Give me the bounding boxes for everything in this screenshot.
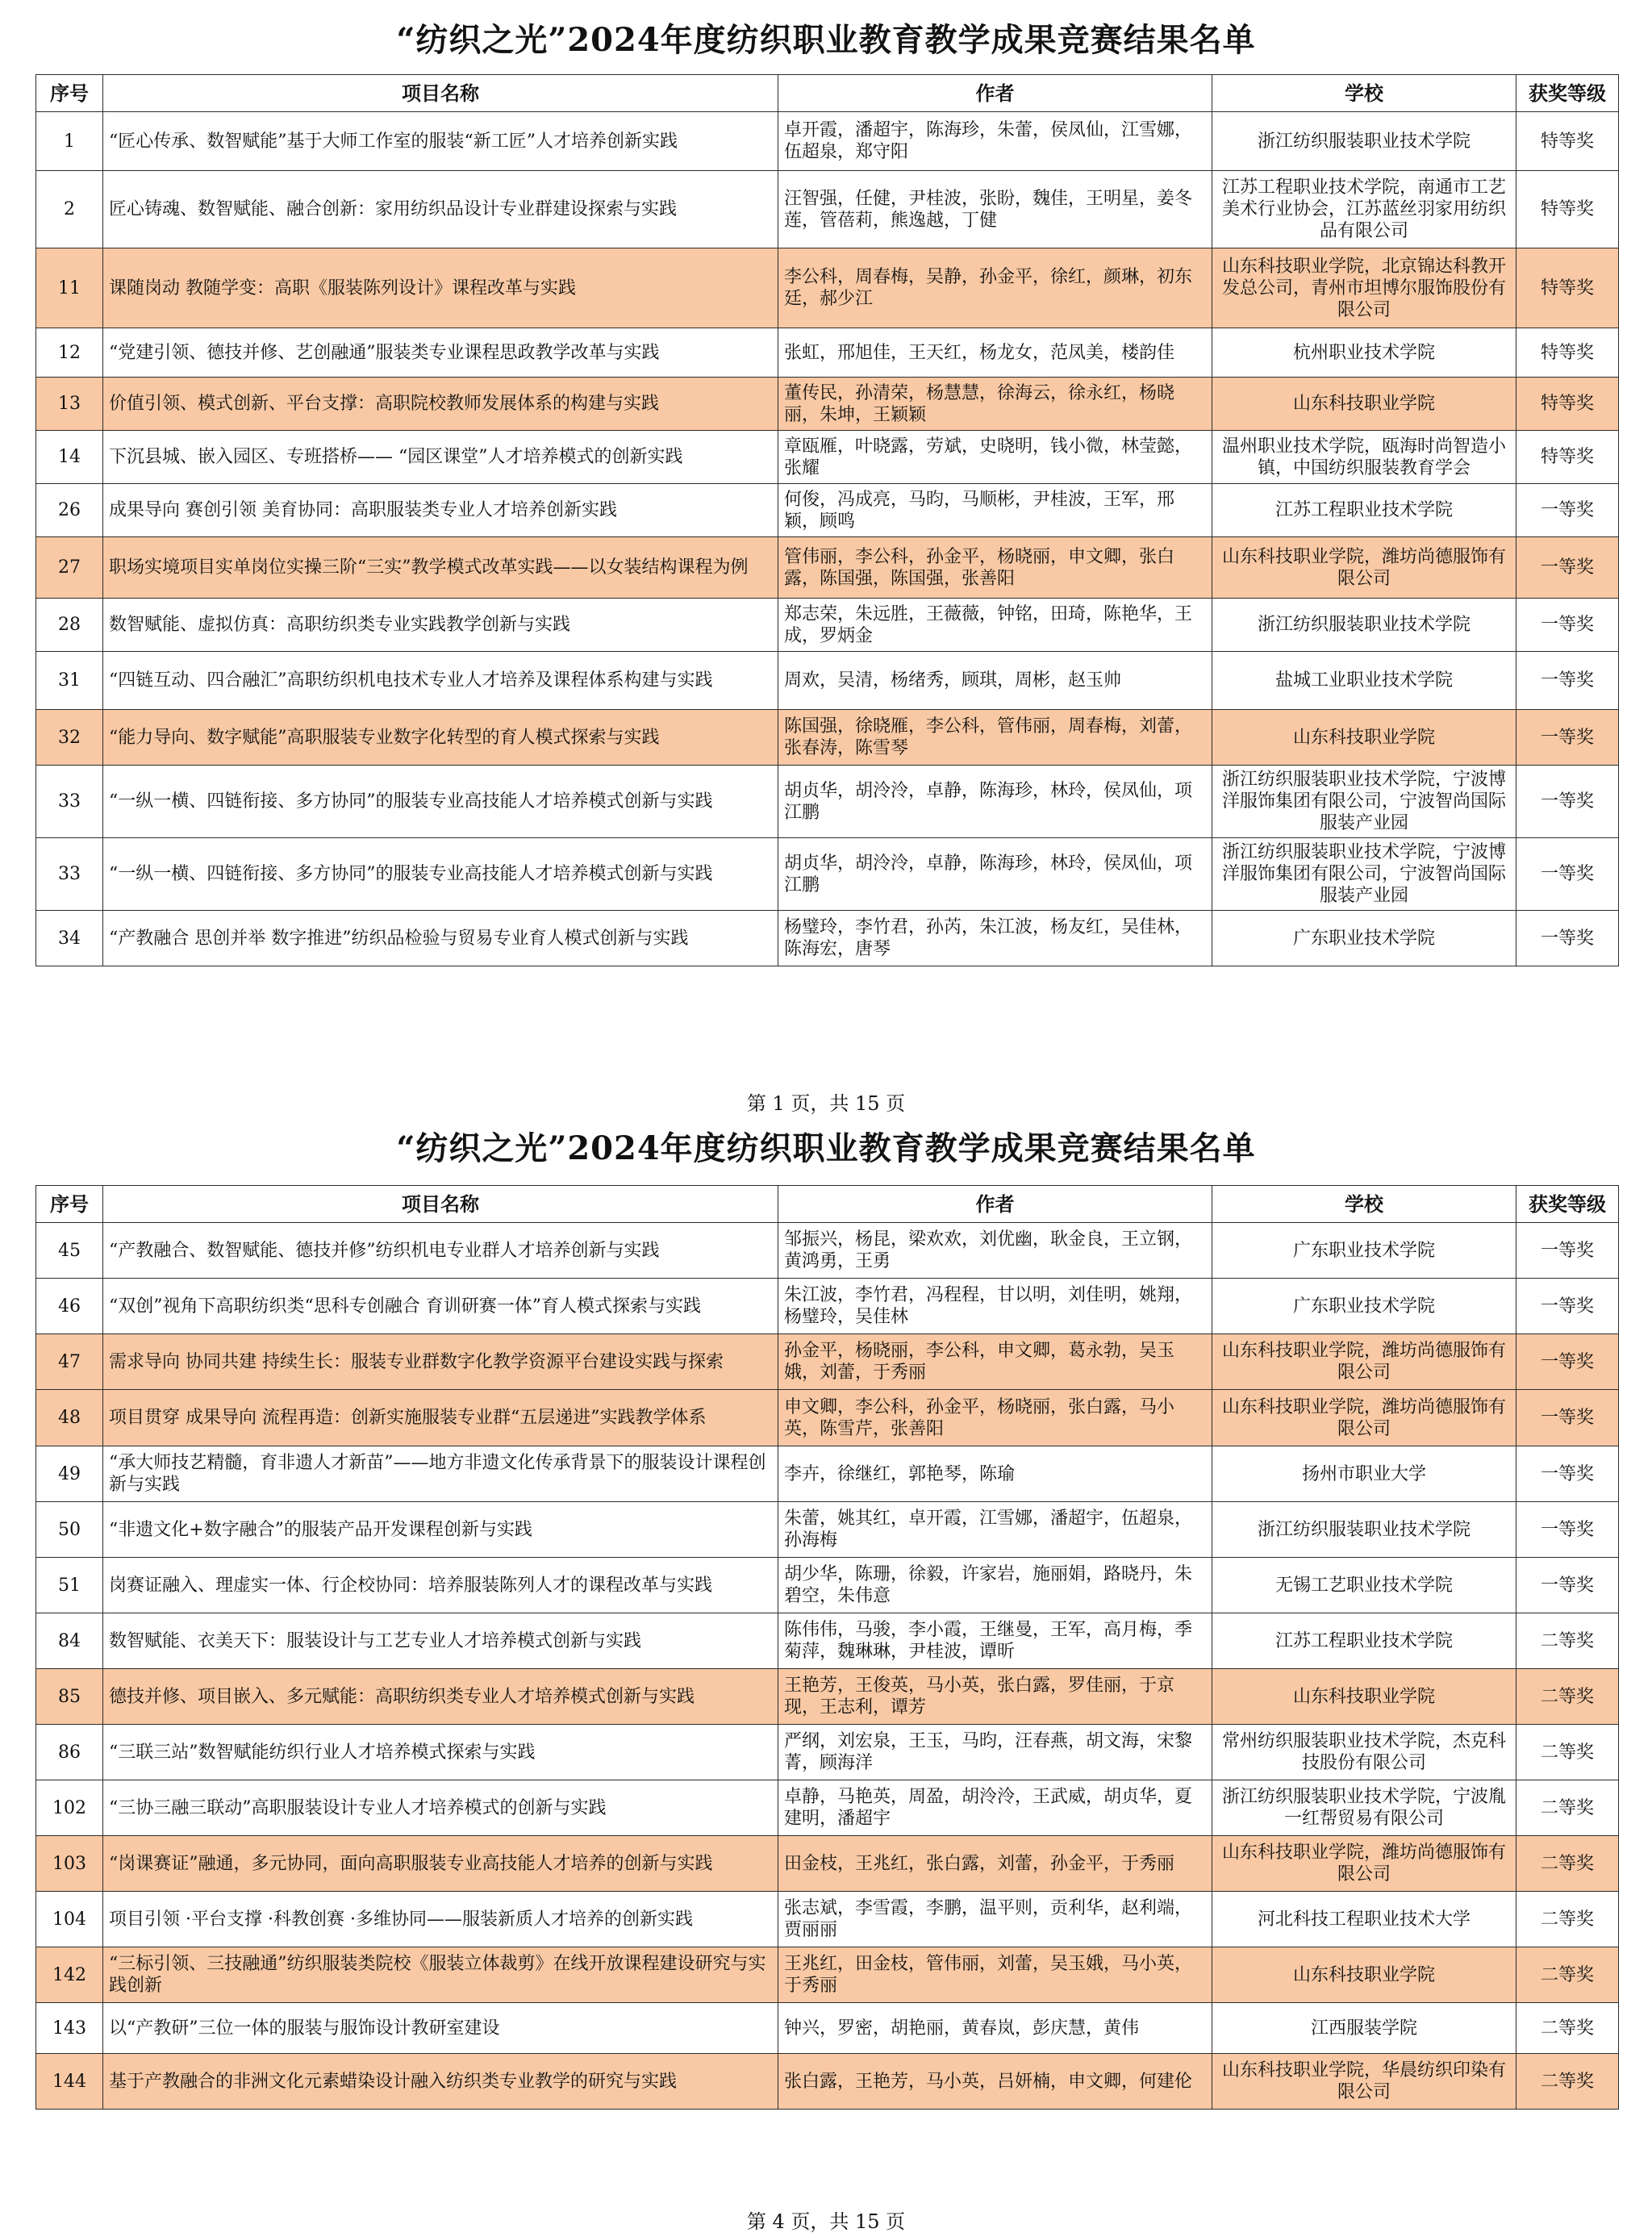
col-header-school: 学校 bbox=[1212, 1186, 1516, 1223]
project-name: 成果导向 赛创引领 美育协同：高职服装类专业人才培养创新实践 bbox=[103, 484, 778, 537]
table-row bbox=[36, 537, 1619, 599]
award-level: 一等奖 bbox=[1516, 1502, 1619, 1558]
table-body bbox=[36, 112, 1619, 966]
award-level: 特等奖 bbox=[1516, 431, 1619, 484]
col-header-award: 获奖等级 bbox=[1516, 75, 1619, 112]
school-name: 浙江纺织服装职业技术学院，宁波胤一红帮贸易有限公司 bbox=[1212, 1780, 1516, 1836]
table-body bbox=[36, 1223, 1619, 2110]
award-level: 特等奖 bbox=[1516, 112, 1619, 171]
project-name: 需求导向 协同共建 持续生长：服装专业群数字化教学资源平台建设实践与探索 bbox=[103, 1334, 778, 1390]
project-name: 数智赋能、虚拟仿真：高职纺织类专业实践教学创新与实践 bbox=[103, 599, 778, 652]
author-list: 李公科，周春梅，吴静，孙金平，徐红，颜琳，初东廷，郝少江 bbox=[778, 248, 1212, 328]
row-number: 28 bbox=[36, 599, 103, 652]
row-number: 144 bbox=[36, 2054, 103, 2110]
author-list: 胡少华，陈珊，徐毅，许家岩，施丽娟，路晓丹，朱碧空，朱伟意 bbox=[778, 1558, 1212, 1613]
award-level: 特等奖 bbox=[1516, 171, 1619, 248]
project-name: 德技并修、项目嵌入、多元赋能：高职纺织类专业人才培养模式创新与实践 bbox=[103, 1669, 778, 1725]
row-number: 14 bbox=[36, 431, 103, 484]
author-list: 朱蕾，姚其红，卓开霞，江雪娜，潘超宇，伍超泉，孙海梅 bbox=[778, 1502, 1212, 1558]
row-number: 1 bbox=[36, 112, 103, 171]
award-level: 二等奖 bbox=[1516, 1780, 1619, 1836]
author-list: 张白露，王艳芳，马小英，吕妍楠，申文卿，何建伦 bbox=[778, 2054, 1212, 2110]
table-row bbox=[36, 328, 1619, 378]
project-name: 以“产教研”三位一体的服装与服饰设计教研室建设 bbox=[103, 2003, 778, 2054]
author-list: 王艳芳，王俊英，马小英，张白露，罗佳丽，于京现，王志利，谭芳 bbox=[778, 1669, 1212, 1725]
page-title: “纺织之光”2024年度纺织职业教育教学成果竞赛结果名单 bbox=[396, 1129, 1256, 1167]
award-level: 一等奖 bbox=[1516, 1390, 1619, 1446]
table-row bbox=[36, 1334, 1619, 1390]
project-name: “四链互动、四合融汇”高职纺织机电技术专业人才培养及课程体系构建与实践 bbox=[103, 652, 778, 710]
award-level: 一等奖 bbox=[1516, 911, 1619, 966]
project-name: 下沉县城、嵌入园区、专班搭桥—— “园区课堂”人才培养模式的创新实践 bbox=[103, 431, 778, 484]
project-name: “承大师技艺精髓，育非遗人才新苗”——地方非遗文化传承背景下的服装设计课程创新与实践 bbox=[103, 1446, 778, 1502]
table-row bbox=[36, 1279, 1619, 1334]
table-row bbox=[36, 652, 1619, 710]
table-row bbox=[36, 838, 1619, 911]
author-list: 李卉，徐继红，郭艳琴，陈瑜 bbox=[778, 1446, 1212, 1502]
award-level: 二等奖 bbox=[1516, 1613, 1619, 1669]
row-number: 84 bbox=[36, 1613, 103, 1669]
row-number: 26 bbox=[36, 484, 103, 537]
row-number: 34 bbox=[36, 911, 103, 966]
school-name: 山东科技职业学院，北京锦达科教开发总公司，青州市坦博尔服饰股份有限公司 bbox=[1212, 248, 1516, 328]
award-level: 二等奖 bbox=[1516, 1725, 1619, 1780]
table-row bbox=[36, 1558, 1619, 1613]
page-footer: 第 1 页，共 15 页 bbox=[746, 1092, 906, 1115]
table-row bbox=[36, 1223, 1619, 1279]
school-name: 杭州职业技术学院 bbox=[1212, 328, 1516, 378]
row-number: 143 bbox=[36, 2003, 103, 2054]
project-name: “能力导向、数字赋能”高职服装专业数字化转型的育人模式探索与实践 bbox=[103, 710, 778, 766]
row-number: 50 bbox=[36, 1502, 103, 1558]
award-level: 二等奖 bbox=[1516, 1947, 1619, 2003]
award-level: 一等奖 bbox=[1516, 1446, 1619, 1502]
table-row bbox=[36, 378, 1619, 431]
row-number: 45 bbox=[36, 1223, 103, 1279]
author-list: 汪智强，任健，尹桂波，张盼，魏佳，王明星，姜冬莲，管蓓莉，熊逸越，丁健 bbox=[778, 171, 1212, 248]
school-name: 江苏工程职业技术学院 bbox=[1212, 484, 1516, 537]
author-list: 陈国强，徐晓雁，李公科，管伟丽，周春梅，刘蕾，张春涛，陈雪琴 bbox=[778, 710, 1212, 766]
award-level: 二等奖 bbox=[1516, 2003, 1619, 2054]
school-name: 常州纺织服装职业技术学院，杰克科技股份有限公司 bbox=[1212, 1725, 1516, 1780]
school-name: 山东科技职业学院 bbox=[1212, 378, 1516, 431]
school-name: 山东科技职业学院，潍坊尚德服饰有限公司 bbox=[1212, 1836, 1516, 1892]
table-row bbox=[36, 248, 1619, 328]
school-name: 江苏工程职业技术学院 bbox=[1212, 1613, 1516, 1669]
award-level: 一等奖 bbox=[1516, 1558, 1619, 1613]
school-name: 扬州市职业大学 bbox=[1212, 1446, 1516, 1502]
project-name: “党建引领、德技并修、艺创融通”服装类专业课程思政教学改革与实践 bbox=[103, 328, 778, 378]
table-row bbox=[36, 1502, 1619, 1558]
award-level: 一等奖 bbox=[1516, 652, 1619, 710]
col-header-author: 作者 bbox=[778, 75, 1212, 112]
author-list: 张志斌，李雪霞，李鹏，温平则，贡利华，赵利端，贾丽丽 bbox=[778, 1892, 1212, 1947]
author-list: 田金枝，王兆红，张白露，刘蕾，孙金平，于秀丽 bbox=[778, 1836, 1212, 1892]
row-number: 46 bbox=[36, 1279, 103, 1334]
author-list: 章瓯雁，叶晓露，劳斌，史晓明，钱小微，林莹懿，张耀 bbox=[778, 431, 1212, 484]
school-name: 江西服装学院 bbox=[1212, 2003, 1516, 2054]
award-level: 一等奖 bbox=[1516, 838, 1619, 911]
award-level: 二等奖 bbox=[1516, 2054, 1619, 2110]
row-number: 85 bbox=[36, 1669, 103, 1725]
author-list: 朱江波，李竹君，冯程程，甘以明，刘佳明，姚翔，杨璧玲，吴佳林 bbox=[778, 1279, 1212, 1334]
author-list: 胡贞华，胡泠泠，卓静，陈海珍，林玲，侯凤仙，项江鹏 bbox=[778, 766, 1212, 838]
award-level: 特等奖 bbox=[1516, 378, 1619, 431]
project-name: 匠心铸魂、数智赋能、融合创新：家用纺织品设计专业群建设探索与实践 bbox=[103, 171, 778, 248]
award-level: 一等奖 bbox=[1516, 1334, 1619, 1390]
school-name: 江苏工程职业技术学院，南通市工艺美术行业协会，江苏蓝丝羽家用纺织品有限公司 bbox=[1212, 171, 1516, 248]
school-name: 盐城工业职业技术学院 bbox=[1212, 652, 1516, 710]
project-name: “非遗文化+数字融合”的服装产品开发课程创新与实践 bbox=[103, 1502, 778, 1558]
row-number: 13 bbox=[36, 378, 103, 431]
table-row bbox=[36, 1780, 1619, 1836]
row-number: 32 bbox=[36, 710, 103, 766]
row-number: 48 bbox=[36, 1390, 103, 1446]
author-list: 严纲，刘宏泉，王玉，马昀，汪春燕，胡文海，宋黎菁，顾海洋 bbox=[778, 1725, 1212, 1780]
table-row bbox=[36, 1613, 1619, 1669]
page-title: “纺织之光”2024年度纺织职业教育教学成果竞赛结果名单 bbox=[396, 21, 1256, 59]
school-name: 浙江纺织服装职业技术学院 bbox=[1212, 1502, 1516, 1558]
award-level: 一等奖 bbox=[1516, 1223, 1619, 1279]
row-number: 142 bbox=[36, 1947, 103, 2003]
school-name: 浙江纺织服装职业技术学院 bbox=[1212, 112, 1516, 171]
school-name: 山东科技职业学院，潍坊尚德服饰有限公司 bbox=[1212, 537, 1516, 599]
table-row bbox=[36, 911, 1619, 966]
table-header-row bbox=[36, 75, 1619, 112]
award-level: 一等奖 bbox=[1516, 484, 1619, 537]
school-name: 山东科技职业学院 bbox=[1212, 1669, 1516, 1725]
project-name: 职场实境项目实单岗位实操三阶“三实”教学模式改革实践——以女装结构课程为例 bbox=[103, 537, 778, 599]
col-header-no: 序号 bbox=[36, 1186, 103, 1223]
school-name: 广东职业技术学院 bbox=[1212, 911, 1516, 966]
project-name: “一纵一横、四链衔接、多方协同”的服装专业高技能人才培养模式创新与实践 bbox=[103, 766, 778, 838]
author-list: 杨璧玲，李竹君，孙芮，朱江波，杨友红，吴佳林，陈海宏，唐琴 bbox=[778, 911, 1212, 966]
project-name: 项目引领 ·平台支撑 ·科教创赛 ·多维协同——服装新质人才培养的创新实践 bbox=[103, 1892, 778, 1947]
author-list: 王兆红，田金枝，管伟丽，刘蕾，吴玉娥，马小英，于秀丽 bbox=[778, 1947, 1212, 2003]
table-row bbox=[36, 2003, 1619, 2054]
project-name: 数智赋能、衣美天下：服装设计与工艺专业人才培养模式创新与实践 bbox=[103, 1613, 778, 1669]
project-name: “三协三融三联动”高职服装设计专业人才培养模式的创新与实践 bbox=[103, 1780, 778, 1836]
school-name: 河北科技工程职业技术大学 bbox=[1212, 1892, 1516, 1947]
school-name: 浙江纺织服装职业技术学院 bbox=[1212, 599, 1516, 652]
table-row bbox=[36, 710, 1619, 766]
school-name: 无锡工艺职业技术学院 bbox=[1212, 1558, 1516, 1613]
table-row bbox=[36, 2054, 1619, 2110]
project-name: “产教融合 思创并举 数字推进”纺织品检验与贸易专业育人模式创新与实践 bbox=[103, 911, 778, 966]
award-level: 一等奖 bbox=[1516, 1279, 1619, 1334]
results-table bbox=[35, 74, 1619, 966]
author-list: 钟兴，罗密，胡艳丽，黄春岚，彭庆慧，黄伟 bbox=[778, 2003, 1212, 2054]
project-name: “匠心传承、数智赋能”基于大师工作室的服装“新工匠”人才培养创新实践 bbox=[103, 112, 778, 171]
award-level: 特等奖 bbox=[1516, 248, 1619, 328]
row-number: 11 bbox=[36, 248, 103, 328]
author-list: 孙金平，杨晓丽，李公科，申文卿，葛永勃，吴玉娥，刘蕾，于秀丽 bbox=[778, 1334, 1212, 1390]
row-number: 31 bbox=[36, 652, 103, 710]
row-number: 33 bbox=[36, 766, 103, 838]
author-list: 张虹，邢旭佳，王天红，杨龙女，范凤美，楼韵佳 bbox=[778, 328, 1212, 378]
award-level: 二等奖 bbox=[1516, 1669, 1619, 1725]
project-name: “岗课赛证”融通，多元协同，面向高职服装专业高技能人才培养的创新与实践 bbox=[103, 1836, 778, 1892]
award-level: 一等奖 bbox=[1516, 537, 1619, 599]
award-level: 二等奖 bbox=[1516, 1892, 1619, 1947]
project-name: 课随岗动 教随学变：高职《服装陈列设计》课程改革与实践 bbox=[103, 248, 778, 328]
author-list: 郑志荣，朱远胜，王薇薇，钟铭，田琦，陈艳华，王成，罗炳金 bbox=[778, 599, 1212, 652]
table-row bbox=[36, 766, 1619, 838]
col-header-school: 学校 bbox=[1212, 75, 1516, 112]
author-list: 管伟丽，李公科，孙金平，杨晓丽，申文卿，张白露，陈国强，陈国强，张善阳 bbox=[778, 537, 1212, 599]
table-row bbox=[36, 171, 1619, 248]
award-level: 二等奖 bbox=[1516, 1836, 1619, 1892]
project-name: “双创”视角下高职纺织类“思科专创融合 育训研赛一体”育人模式探索与实践 bbox=[103, 1279, 778, 1334]
results-table bbox=[35, 1185, 1619, 2110]
author-list: 董传民，孙清荣，杨慧慧，徐海云，徐永红，杨晓丽，朱坤，王颖颖 bbox=[778, 378, 1212, 431]
project-name: 岗赛证融入、理虚实一体、行企校协同：培养服装陈列人才的课程改革与实践 bbox=[103, 1558, 778, 1613]
author-list: 周欢，吴清，杨绪秀，顾琪，周彬，赵玉帅 bbox=[778, 652, 1212, 710]
author-list: 胡贞华，胡泠泠，卓静，陈海珍，林玲，侯凤仙，项江鹏 bbox=[778, 838, 1212, 911]
table-row bbox=[36, 1669, 1619, 1725]
project-name: “三联三站”数智赋能纺织行业人才培养模式探索与实践 bbox=[103, 1725, 778, 1780]
table-row bbox=[36, 1892, 1619, 1947]
school-name: 山东科技职业学院 bbox=[1212, 1947, 1516, 2003]
col-header-author: 作者 bbox=[778, 1186, 1212, 1223]
table-row bbox=[36, 112, 1619, 171]
award-level: 一等奖 bbox=[1516, 766, 1619, 838]
school-name: 山东科技职业学院，潍坊尚德服饰有限公司 bbox=[1212, 1390, 1516, 1446]
col-header-project: 项目名称 bbox=[103, 75, 778, 112]
author-list: 申文卿，李公科，孙金平，杨晓丽，张白露，马小英，陈雪芹，张善阳 bbox=[778, 1390, 1212, 1446]
author-list: 何俊，冯成亮，马昀，马顺彬，尹桂波，王军，邢颖，顾鸣 bbox=[778, 484, 1212, 537]
school-name: 浙江纺织服装职业技术学院，宁波博洋服饰集团有限公司，宁波智尚国际服装产业园 bbox=[1212, 766, 1516, 838]
school-name: 广东职业技术学院 bbox=[1212, 1279, 1516, 1334]
row-number: 104 bbox=[36, 1892, 103, 1947]
school-name: 温州职业技术学院，瓯海时尚智造小镇，中国纺织服装教育学会 bbox=[1212, 431, 1516, 484]
school-name: 浙江纺织服装职业技术学院，宁波博洋服饰集团有限公司，宁波智尚国际服装产业园 bbox=[1212, 838, 1516, 911]
project-name: “产教融合、数智赋能、德技并修”纺织机电专业群人才培养创新与实践 bbox=[103, 1223, 778, 1279]
row-number: 86 bbox=[36, 1725, 103, 1780]
page-footer: 第 4 页，共 15 页 bbox=[746, 2210, 906, 2233]
project-name: 价值引领、模式创新、平台支撑：高职院校教师发展体系的构建与实践 bbox=[103, 378, 778, 431]
author-list: 陈伟伟，马骏，李小霞，王继曼，王军，高月梅，季菊萍，魏琳琳，尹桂波，谭昕 bbox=[778, 1613, 1212, 1669]
award-level: 一等奖 bbox=[1516, 599, 1619, 652]
col-header-project: 项目名称 bbox=[103, 1186, 778, 1223]
table-row bbox=[36, 1390, 1619, 1446]
row-number: 33 bbox=[36, 838, 103, 911]
project-name: “一纵一横、四链衔接、多方协同”的服装专业高技能人才培养模式创新与实践 bbox=[103, 838, 778, 911]
school-name: 广东职业技术学院 bbox=[1212, 1223, 1516, 1279]
table-row bbox=[36, 599, 1619, 652]
row-number: 27 bbox=[36, 537, 103, 599]
author-list: 卓开霞，潘超宇，陈海珍，朱蕾，侯凤仙，江雪娜，伍超泉，郑守阳 bbox=[778, 112, 1212, 171]
project-name: “三标引领、三技融通”纺织服装类院校《服装立体裁剪》在线开放课程建设研究与实践创新 bbox=[103, 1947, 778, 2003]
table-row bbox=[36, 1947, 1619, 2003]
school-name: 山东科技职业学院 bbox=[1212, 710, 1516, 766]
project-name: 项目贯穿 成果导向 流程再造：创新实施服装专业群“五层递进”实践教学体系 bbox=[103, 1390, 778, 1446]
col-header-award: 获奖等级 bbox=[1516, 1186, 1619, 1223]
table-row bbox=[36, 1446, 1619, 1502]
award-level: 一等奖 bbox=[1516, 710, 1619, 766]
school-name: 山东科技职业学院，华晨纺织印染有限公司 bbox=[1212, 2054, 1516, 2110]
row-number: 12 bbox=[36, 328, 103, 378]
table-row bbox=[36, 1725, 1619, 1780]
school-name: 山东科技职业学院，潍坊尚德服饰有限公司 bbox=[1212, 1334, 1516, 1390]
col-header-no: 序号 bbox=[36, 75, 103, 112]
row-number: 2 bbox=[36, 171, 103, 248]
row-number: 103 bbox=[36, 1836, 103, 1892]
author-list: 卓静，马艳英，周盈，胡泠泠，王武威，胡贞华，夏建明，潘超宇 bbox=[778, 1780, 1212, 1836]
project-name: 基于产教融合的非洲文化元素蜡染设计融入纺织类专业教学的研究与实践 bbox=[103, 2054, 778, 2110]
row-number: 51 bbox=[36, 1558, 103, 1613]
table-row bbox=[36, 484, 1619, 537]
row-number: 47 bbox=[36, 1334, 103, 1390]
table-header-row bbox=[36, 1186, 1619, 1223]
author-list: 邹振兴，杨昆，梁欢欢，刘优幽，耿金良，王立钢，黄鸿勇，王勇 bbox=[778, 1223, 1212, 1279]
table-row bbox=[36, 1836, 1619, 1892]
award-level: 特等奖 bbox=[1516, 328, 1619, 378]
row-number: 49 bbox=[36, 1446, 103, 1502]
row-number: 102 bbox=[36, 1780, 103, 1836]
table-row bbox=[36, 431, 1619, 484]
